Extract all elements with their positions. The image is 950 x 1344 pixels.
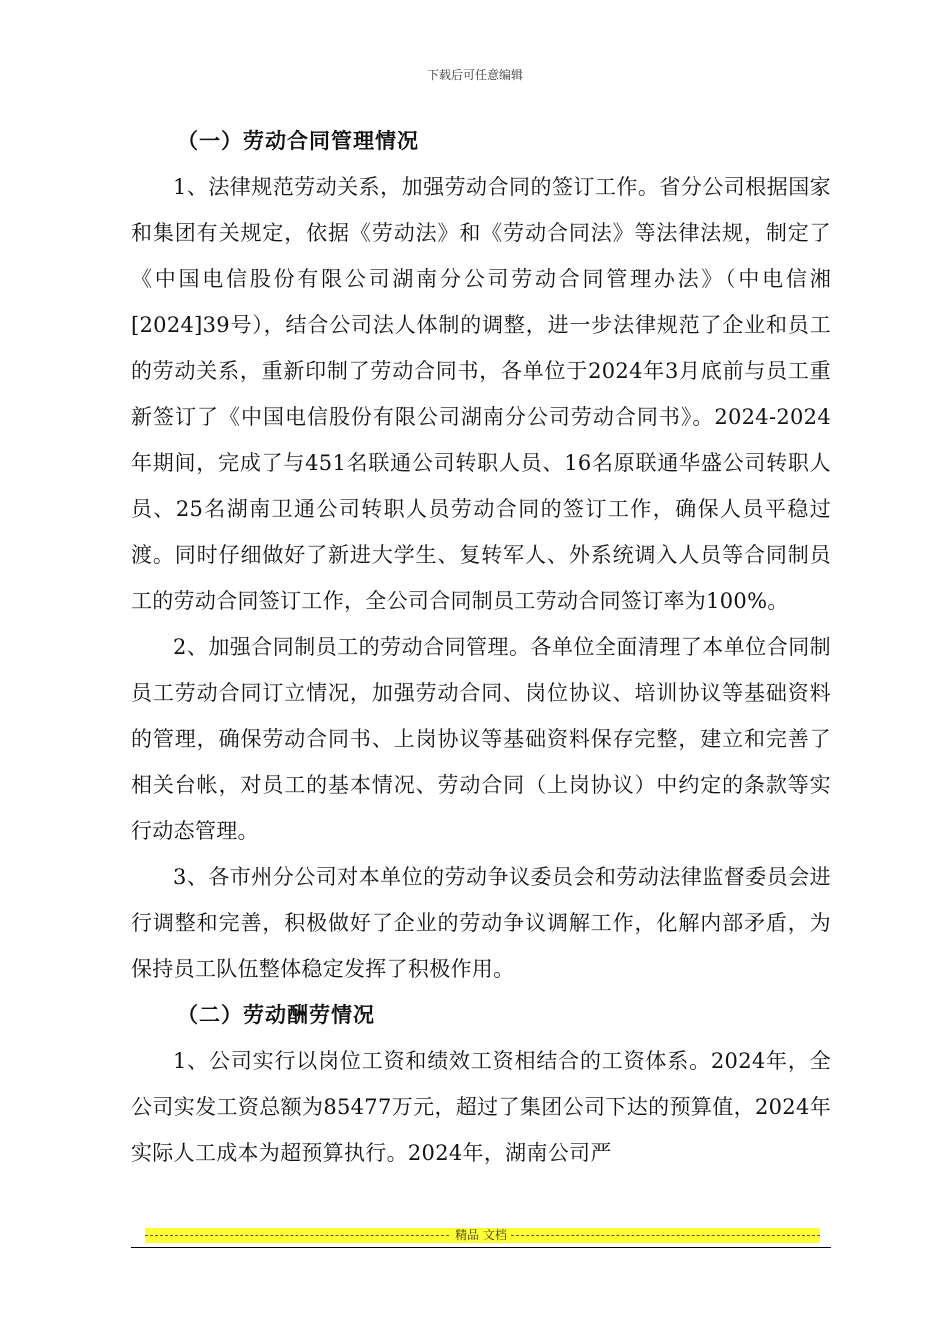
paragraph-1-3: 3、各市州分公司对本单位的劳动争议委员会和劳动法律监督委员会进行调整和完善，积极做好了企业的劳动争议调解工作，化解内部矛盾，为保持员工队伍整体稳定发挥了积极作用。 <box>131 865 831 981</box>
paragraph-2-1: 1、公司实行以岗位工资和绩效工资相结合的工资体系。2024年，全公司实发工资总额为85477万元，超过了集团公司下达的预算值，2024年实际人工成本为超预算执行。2024年，湖南公司严 <box>131 1049 831 1165</box>
section-heading-2: （二）劳动酬劳情况 <box>177 1003 375 1027</box>
page-header-note: 下载后可任意编辑 <box>426 68 523 82</box>
footer-label-container <box>131 1226 831 1244</box>
paragraph-1-1: 1、法律规范劳动关系，加强劳动合同的签订工作。省分公司根据国家和集团有关规定，依据《劳动法》和《劳动合同法》等法律法规，制定了《中国电信股份有限公司湖南分公司劳动合同管理办法》（中电信湘[2024]39号），结合公司法人体制的调整，进一步法律规范了企业和员工的劳动关系，重新印制了劳动合同书，各单位于2024年3月底前与员工重新签订了《中国电信股份有限公司湖南分公司劳动合同书》。2024-2024年期间，完成了与451名联通公司转职人员、16名原联通华盛公司转职人员、25名湖南卫通公司转职人员劳动合同的签订工作，确保人员平稳过渡。同时仔细做好了新进大学生、复转军人、外系统调入人员等合同制员工的劳动合同签订工作，全公司合同制员工劳动合同签订率为100%。 <box>131 175 831 613</box>
footer-label: 精品 文档 <box>451 1228 511 1242</box>
paragraph-1-2: 2、加强合同制员工的劳动合同管理。各单位全面清理了本单位合同制员工劳动合同订立情况，加强劳动合同、岗位协议、培训协议等基础资料的管理，确保劳动合同书、上岗协议等基础资料保存完整，建立和完善了相关台帐，对员工的基本情况、劳动合同（上岗协议）中约定的条款等实行动态管理。 <box>131 635 831 843</box>
page-footer <box>131 1224 831 1248</box>
section-heading-1: （一）劳动合同管理情况 <box>177 129 419 153</box>
document-body <box>131 118 831 1176</box>
footer-rule <box>131 1247 831 1248</box>
